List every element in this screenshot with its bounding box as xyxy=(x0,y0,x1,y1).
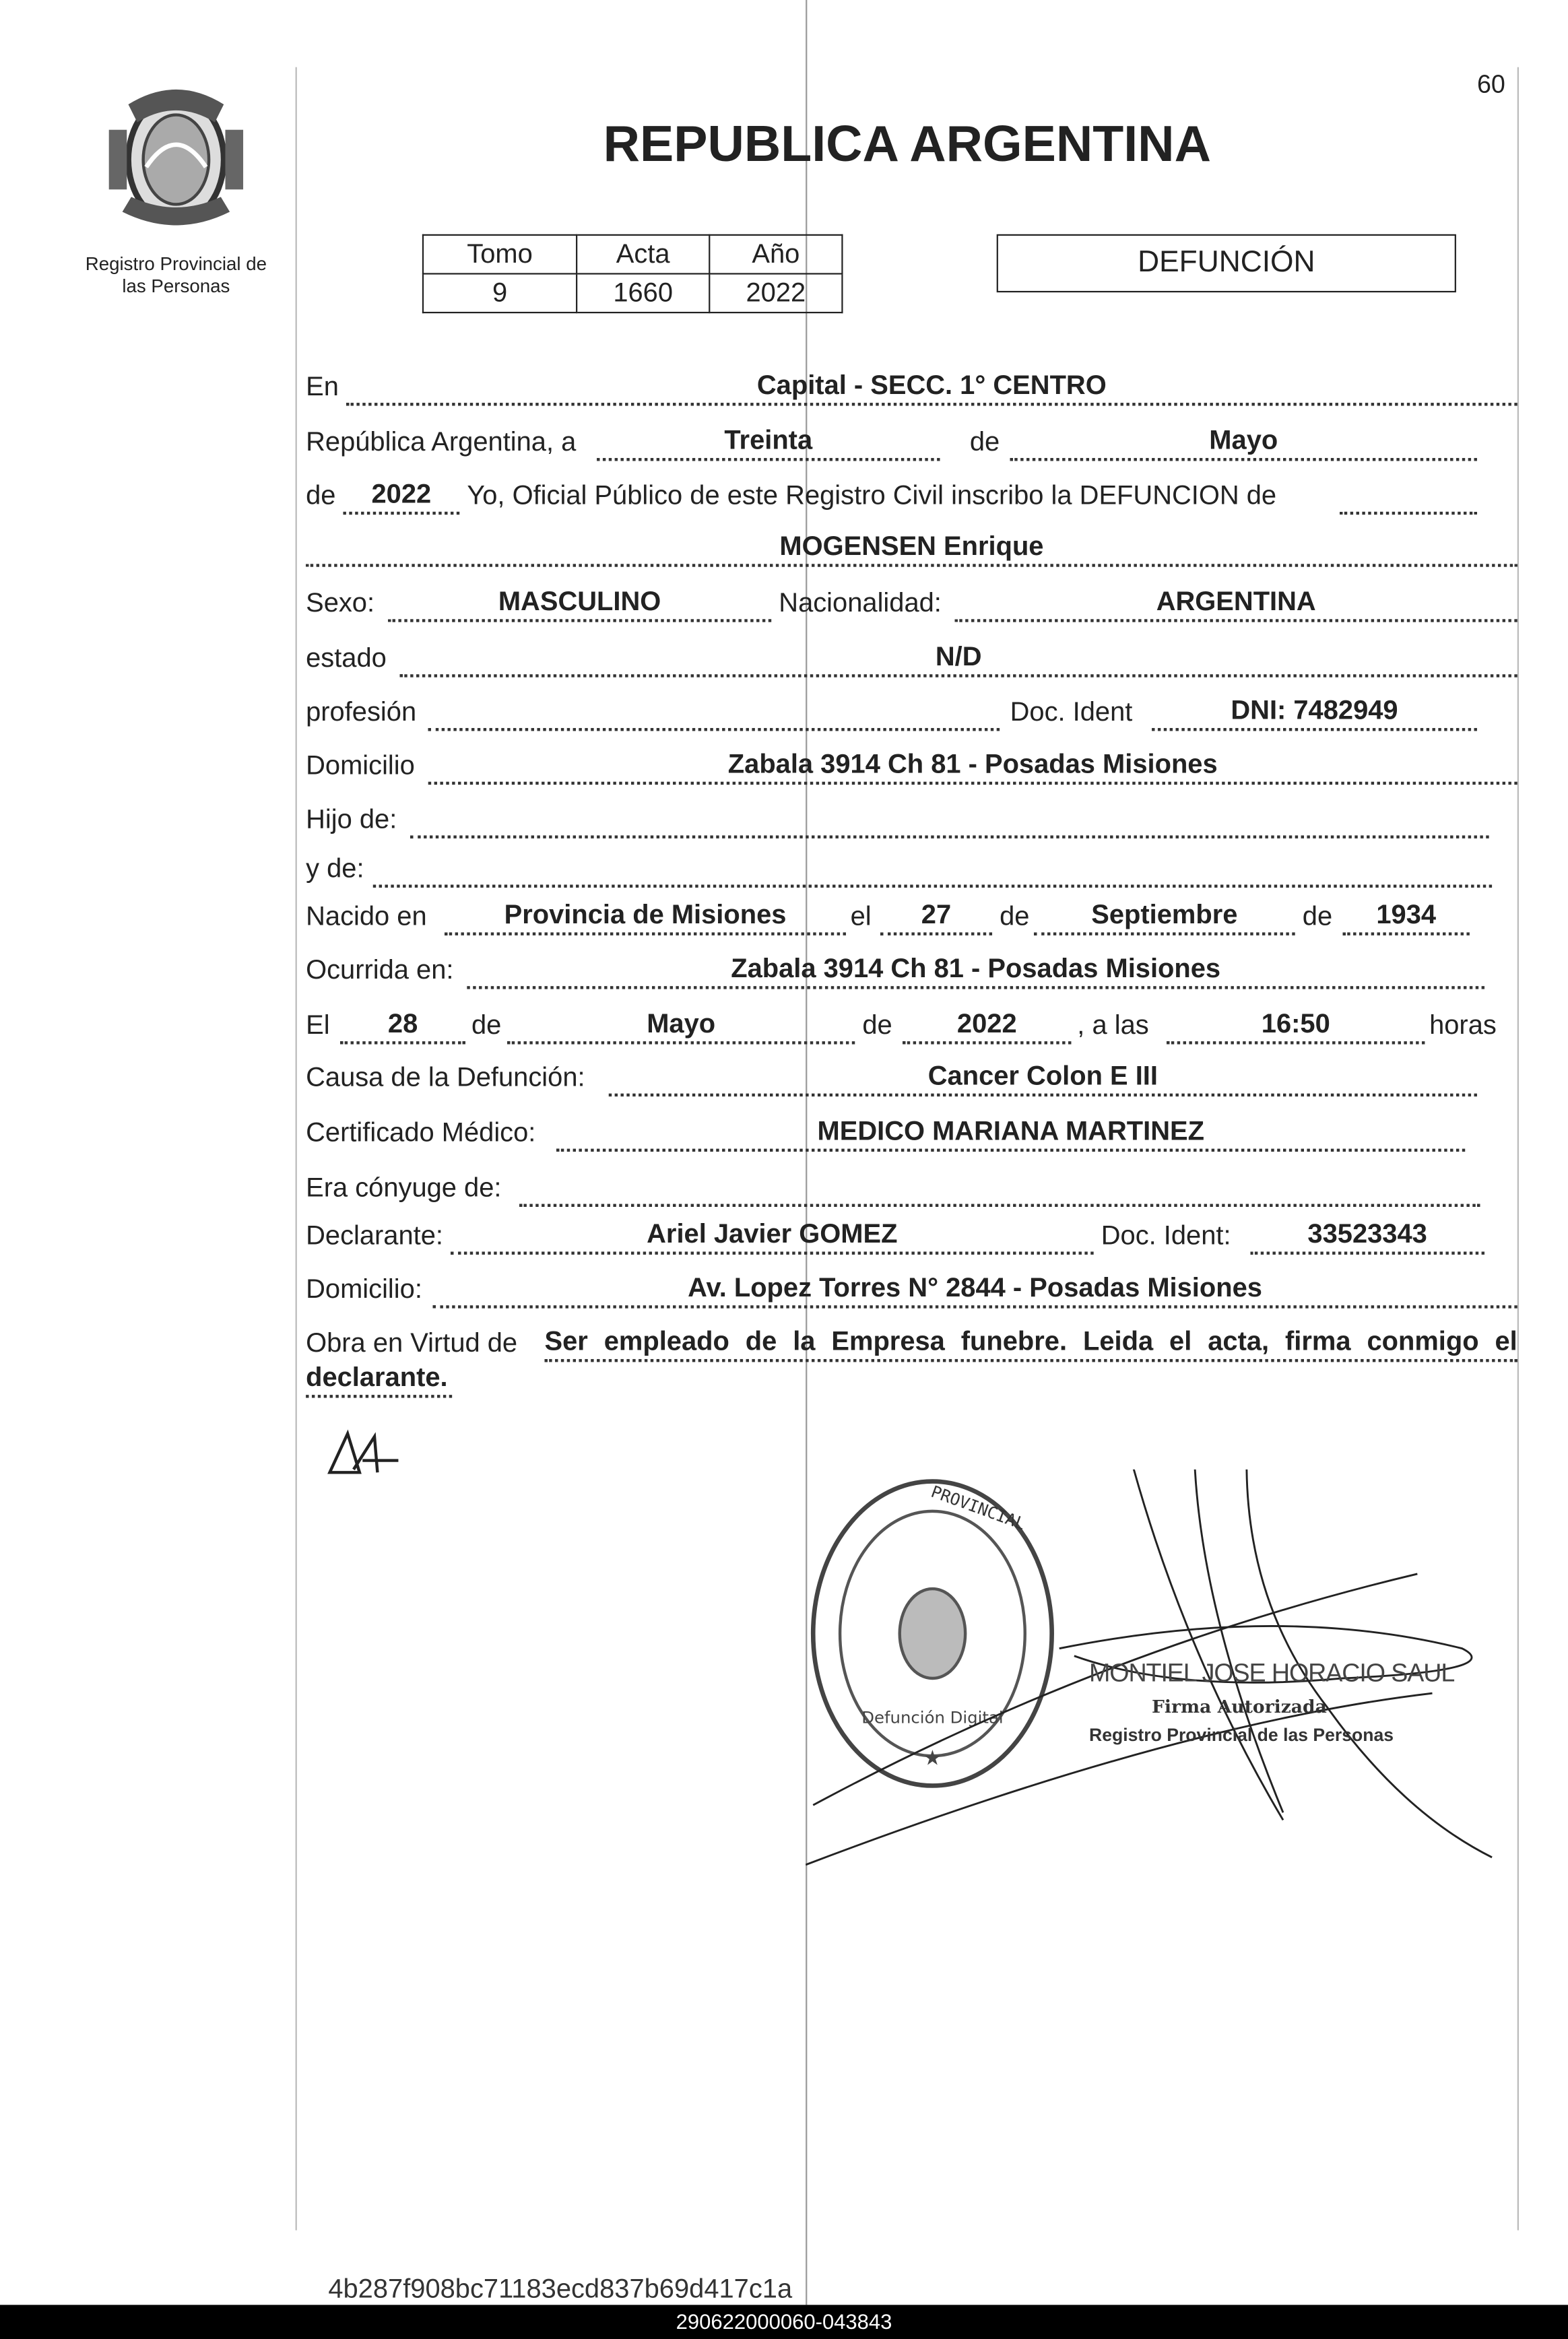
label-de: de xyxy=(306,480,336,510)
label-de: de xyxy=(471,1010,502,1040)
row-declarante-domicilio xyxy=(0,1272,1568,1308)
label-republica: República Argentina, a xyxy=(306,426,577,457)
label-de: de xyxy=(969,426,1000,457)
field-domicilio: Zabala 3914 Ch 81 - Posadas Misiones xyxy=(428,749,1517,785)
label-domicilio: Domicilio xyxy=(306,750,415,781)
field-conyuge xyxy=(519,1171,1480,1207)
field-nacionalidad: ARGENTINA xyxy=(955,587,1517,622)
label-yo: Yo, Oficial Público de este Registro Civil inscribo la DEFUNCION de xyxy=(467,480,1277,510)
row-estado xyxy=(0,641,1568,677)
field-def-dia: 28 xyxy=(340,1008,465,1044)
value-tomo: 9 xyxy=(423,273,577,312)
label-certificado: Certificado Médico: xyxy=(306,1117,536,1148)
row-lugar xyxy=(0,370,1568,405)
label-doc-ident: Doc. Ident xyxy=(1010,696,1133,727)
label-ocurrida-en: Ocurrida en: xyxy=(306,954,454,985)
row-y-de xyxy=(0,852,1568,888)
field-doc-ident: DNI: 7482949 xyxy=(1152,695,1477,731)
row-ocurrida xyxy=(0,953,1568,989)
field-nacido-en: Provincia de Misiones xyxy=(445,900,846,935)
field-ocurrida-en: Zabala 3914 Ch 81 - Posadas Misiones xyxy=(467,953,1484,989)
label-a-las: , a las xyxy=(1077,1010,1149,1040)
svg-text:Defunción Digital: Defunción Digital xyxy=(861,1707,1004,1727)
field-sexo: MASCULINO xyxy=(388,587,771,622)
row-nacimiento xyxy=(0,900,1568,935)
registry-name-line1: Registro Provincial de xyxy=(85,253,267,275)
field-obra-line2: declarante. xyxy=(306,1362,452,1397)
row-nombre xyxy=(0,531,1568,567)
field-nac-mes: Septiembre xyxy=(1034,900,1295,935)
registry-name xyxy=(71,254,280,298)
row-anio xyxy=(0,479,1568,515)
value-anio: 2022 xyxy=(709,273,842,312)
label-sexo: Sexo: xyxy=(306,587,375,618)
record-type-box: DEFUNCIÓN xyxy=(997,234,1456,292)
field-declarante-doc: 33523343 xyxy=(1250,1219,1484,1255)
field-def-mes: Mayo xyxy=(507,1008,855,1044)
label-domicilio: Domicilio: xyxy=(306,1274,422,1304)
label-declarante: Declarante: xyxy=(306,1220,444,1251)
field-mes: Mayo xyxy=(1010,425,1477,461)
field-nac-dia: 27 xyxy=(880,900,992,935)
svg-text:★: ★ xyxy=(923,1746,942,1770)
fold-line xyxy=(806,0,807,2305)
signatory-org: Registro Provincial de las Personas xyxy=(1089,1724,1394,1746)
field-nac-anio: 1934 xyxy=(1343,900,1470,935)
registry-stamp xyxy=(813,1482,1051,1786)
label-causa: Causa de la Defunción: xyxy=(306,1062,585,1092)
header-anio: Año xyxy=(709,235,842,274)
label-profesion: profesión xyxy=(306,696,417,727)
footer-code-bar: 290622000060-043843 xyxy=(0,2305,1568,2339)
label-doc-ident: Doc. Ident: xyxy=(1101,1220,1231,1251)
label-en: En xyxy=(306,371,339,401)
signatory-role: Firma Autorizada xyxy=(1152,1696,1327,1717)
field-declarante: Ariel Javier GOMEZ xyxy=(451,1219,1094,1255)
field-nombre: MOGENSEN Enrique xyxy=(306,531,1517,567)
registry-name-line2: las Personas xyxy=(122,275,230,297)
row-domicilio xyxy=(0,749,1568,785)
field-y-de xyxy=(373,852,1492,888)
row-profesion xyxy=(0,695,1568,731)
row-fecha xyxy=(0,425,1568,461)
row-declarante xyxy=(0,1219,1568,1255)
province-crest-logo xyxy=(102,77,251,242)
field-declarante-domicilio: Av. Lopez Torres N° 2844 - Posadas Misiones xyxy=(432,1272,1517,1308)
field-dia: Treinta xyxy=(597,425,940,461)
page-title: REPUBLICA ARGENTINA xyxy=(603,116,1211,173)
field-anio: 2022 xyxy=(343,479,459,515)
label-y-de: y de: xyxy=(306,853,364,884)
document-hash: 4b287f908bc71183ecd837b69d417c1a xyxy=(328,2273,793,2304)
label-estado: estado xyxy=(306,643,387,673)
label-el: el xyxy=(850,900,872,931)
header-acta: Acta xyxy=(577,235,709,274)
value-acta: 1660 xyxy=(577,273,709,312)
label-de: de xyxy=(1000,900,1030,931)
field-estado: N/D xyxy=(400,641,1517,677)
field-obra-line1: Ser empleado de la Empresa funebre. Leida el acta, firma conmigo el xyxy=(545,1326,1517,1362)
record-table xyxy=(422,234,843,313)
label-nacionalidad: Nacionalidad: xyxy=(779,587,942,618)
label-conyuge: Era cónyuge de: xyxy=(306,1173,502,1203)
label-hijo-de: Hijo de: xyxy=(306,803,397,834)
field-lugar: Capital - SECC. 1° CENTRO xyxy=(346,370,1517,405)
header-tomo: Tomo xyxy=(423,235,577,274)
row-fecha-defuncion xyxy=(0,1008,1568,1044)
row-obra-2 xyxy=(0,1362,1568,1397)
field-certificado: MEDICO MARIANA MARTINEZ xyxy=(556,1116,1465,1152)
row-hijo-de xyxy=(0,803,1568,838)
field-def-hora: 16:50 xyxy=(1167,1008,1425,1044)
row-causa xyxy=(0,1061,1568,1096)
label-obra: Obra en Virtud de xyxy=(306,1327,518,1358)
label-de: de xyxy=(862,1010,892,1040)
svg-text:PROVINCIAL: PROVINCIAL xyxy=(928,1481,1028,1534)
label-de: de xyxy=(1302,900,1333,931)
row-certificado xyxy=(0,1116,1568,1152)
signatory-name: MONTIEL JOSE HORACIO SAUL xyxy=(1089,1659,1455,1688)
row-obra xyxy=(0,1326,1568,1362)
field-def-anio: 2022 xyxy=(903,1008,1071,1044)
field-causa: Cancer Colon E III xyxy=(609,1061,1477,1096)
page-number: 60 xyxy=(1476,70,1505,99)
row-sexo xyxy=(0,587,1568,622)
label-nacido-en: Nacido en xyxy=(306,900,427,931)
row-conyuge xyxy=(0,1171,1568,1207)
label-horas: horas xyxy=(1429,1010,1497,1040)
field-profesion xyxy=(428,695,1000,731)
field-blank xyxy=(1340,479,1477,515)
initials-mark xyxy=(321,1424,410,1484)
field-hijo-de xyxy=(410,803,1489,838)
label-el: El xyxy=(306,1010,330,1040)
